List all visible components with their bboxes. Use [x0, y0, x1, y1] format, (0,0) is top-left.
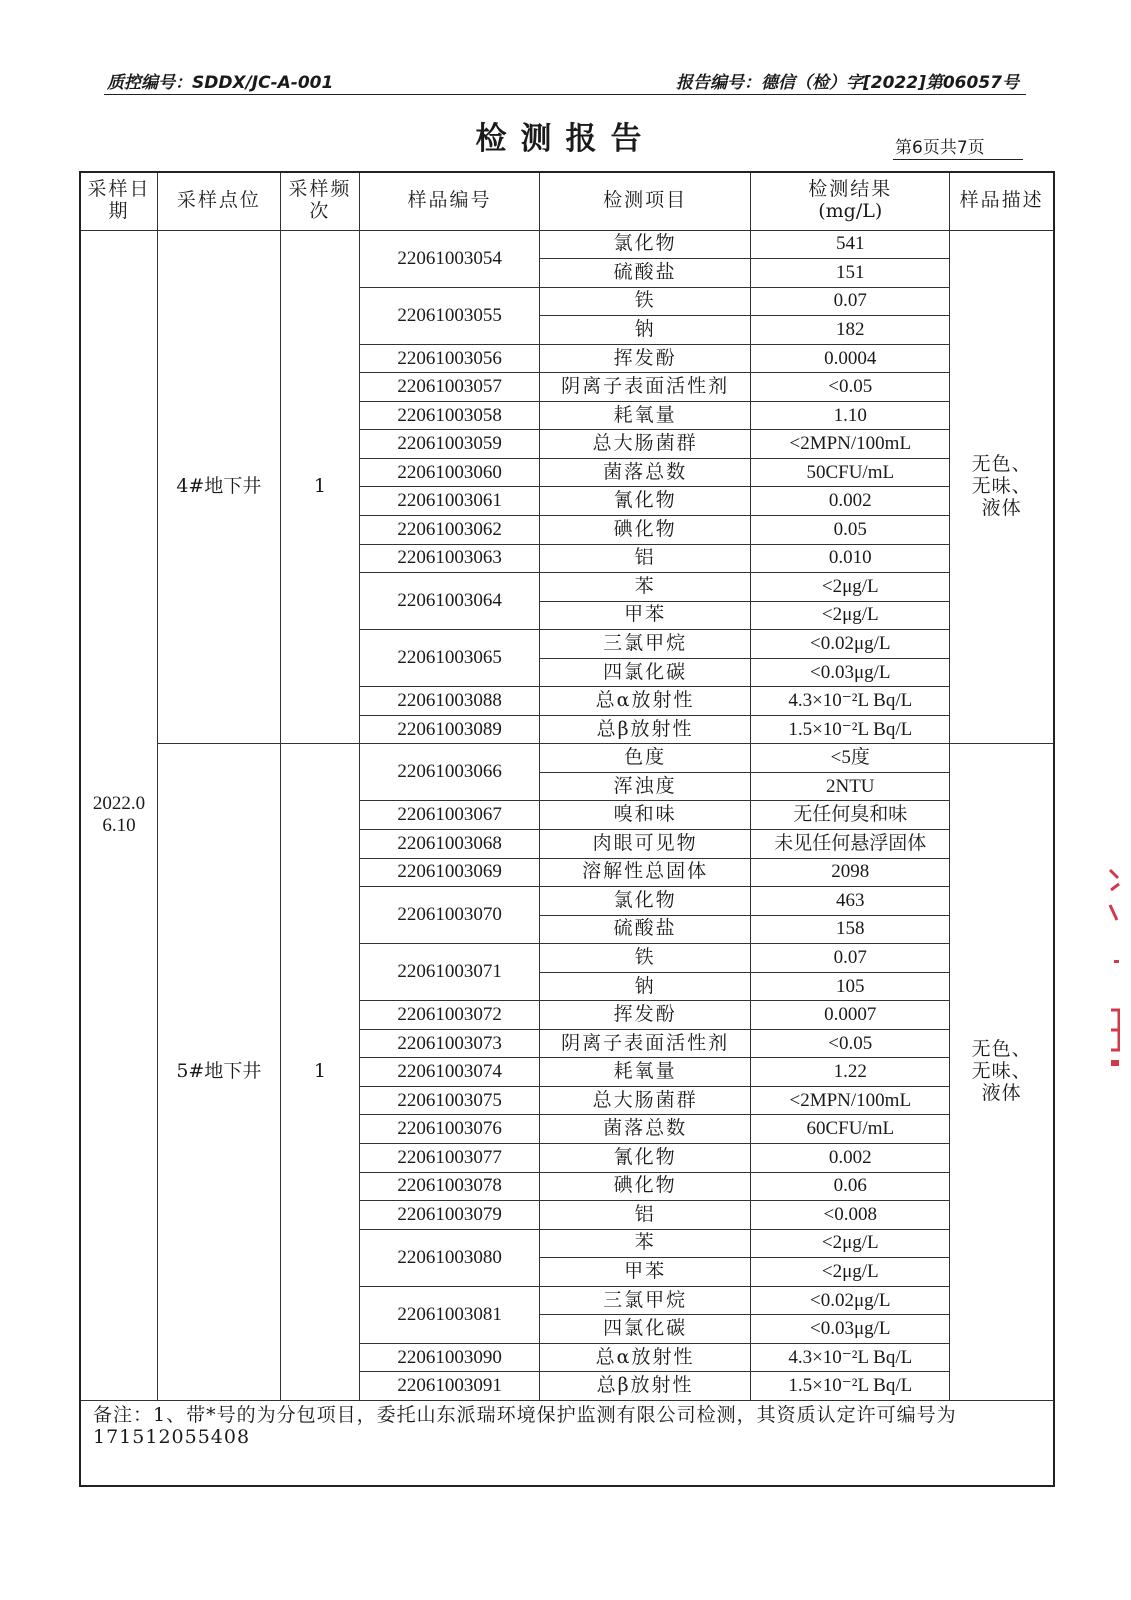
test-item: 浑浊度: [539, 772, 750, 801]
test-result: 0.002: [751, 1144, 950, 1173]
remarks-note: 备注：1、带*号的为分包项目，委托山东派瑞环境保护监测有限公司检测，其资质认定许可编号为171512055408: [80, 1400, 1054, 1486]
table-row: [80, 230, 1054, 259]
sample-number: 22061003060: [360, 458, 540, 487]
test-item: 挥发酚: [539, 344, 750, 373]
sample-number: 22061003067: [360, 801, 540, 830]
test-item: 总大肠菌群: [539, 1086, 750, 1115]
test-result: <0.02μg/L: [751, 630, 950, 659]
test-result: <0.05: [751, 373, 950, 402]
test-item: 硫酸盐: [539, 259, 750, 288]
test-result: <5度: [751, 744, 950, 773]
test-result: 1.22: [751, 1058, 950, 1087]
sample-number: 22061003072: [360, 1001, 540, 1030]
note-row: [80, 1400, 1054, 1486]
test-item: 三氯甲烷: [539, 630, 750, 659]
test-item: 氯化物: [539, 230, 750, 259]
test-result: 0.0004: [751, 344, 950, 373]
header-test-result: [751, 172, 950, 230]
sampling-frequency: 1: [280, 230, 360, 744]
sample-number: 22061003071: [360, 944, 540, 1001]
sample-number: 22061003068: [360, 829, 540, 858]
test-result: 151: [751, 259, 950, 288]
sample-number: 22061003075: [360, 1086, 540, 1115]
sample-number: 22061003077: [360, 1144, 540, 1173]
test-result: <0.03μg/L: [751, 658, 950, 687]
test-item: 总α放射性: [539, 687, 750, 716]
test-item: 铝: [539, 544, 750, 573]
test-item: 耗氧量: [539, 401, 750, 430]
test-item: 溶解性总固体: [539, 858, 750, 887]
test-result: 4.3×10⁻²L Bq/L: [751, 1343, 950, 1372]
test-item: 钠: [539, 972, 750, 1001]
test-result: 182: [751, 316, 950, 345]
sample-number: 22061003065: [360, 630, 540, 687]
sample-number: 22061003088: [360, 687, 540, 716]
test-result: 0.0007: [751, 1001, 950, 1030]
sample-number: 22061003066: [360, 744, 540, 801]
sample-number: 22061003089: [360, 715, 540, 744]
test-item: 铁: [539, 944, 750, 973]
test-item: 肉眼可见物: [539, 829, 750, 858]
sample-number: 22061003079: [360, 1201, 540, 1230]
test-item: 氯化物: [539, 887, 750, 916]
test-result: 1.5×10⁻²L Bq/L: [751, 1372, 950, 1401]
sample-number: 22061003069: [360, 858, 540, 887]
header-result-unit: (mg/L): [818, 200, 883, 223]
quality-control-number: 质控编号：SDDX/JC-A-001: [107, 73, 334, 93]
test-item: 阴离子表面活性剂: [539, 1029, 750, 1058]
sample-number: 22061003054: [360, 230, 540, 287]
test-result: <2μg/L: [751, 1258, 950, 1287]
test-result: <0.008: [751, 1201, 950, 1230]
header-sampling-point: 采样点位: [158, 172, 281, 230]
results-table: [79, 171, 1055, 1487]
test-result: 50CFU/mL: [751, 458, 950, 487]
test-result: 158: [751, 915, 950, 944]
results-table-body: [80, 230, 1054, 1400]
table-header-row: [80, 172, 1054, 230]
test-result: 0.07: [751, 944, 950, 973]
test-result: 1.10: [751, 401, 950, 430]
test-result: 1.5×10⁻²L Bq/L: [751, 715, 950, 744]
test-item: 碘化物: [539, 1172, 750, 1201]
header-sample-description: 样品描述: [950, 172, 1054, 230]
header-test-item: 检测项目: [539, 172, 750, 230]
test-item: 铁: [539, 287, 750, 316]
sample-number: 22061003061: [360, 487, 540, 516]
sampling-point: 4#地下井: [158, 230, 281, 744]
sample-number: 22061003070: [360, 887, 540, 944]
test-item: 苯: [539, 1229, 750, 1258]
table-row: [80, 744, 1054, 773]
sample-description: 无色、无味、液体: [950, 744, 1054, 1401]
test-item: 碘化物: [539, 515, 750, 544]
test-item: 铝: [539, 1201, 750, 1230]
sampling-point: 5#地下井: [158, 744, 281, 1401]
test-result: 463: [751, 887, 950, 916]
sample-number: 22061003062: [360, 515, 540, 544]
header-sample-number: 样品编号: [360, 172, 540, 230]
sample-number: 22061003056: [360, 344, 540, 373]
test-item: 嗅和味: [539, 801, 750, 830]
test-result: 2NTU: [751, 772, 950, 801]
test-result: 0.002: [751, 487, 950, 516]
test-item: 菌落总数: [539, 458, 750, 487]
test-item: 耗氧量: [539, 1058, 750, 1087]
test-result: 2098: [751, 858, 950, 887]
test-result: <2MPN/100mL: [751, 1086, 950, 1115]
header-divider: [104, 94, 1026, 95]
test-item: 四氯化碳: [539, 658, 750, 687]
test-result: <0.05: [751, 1029, 950, 1058]
test-item: 总β放射性: [539, 1372, 750, 1401]
sample-number: 22061003081: [360, 1286, 540, 1343]
header-sampling-frequency: 采样频次: [280, 172, 360, 230]
test-item: 挥发酚: [539, 1001, 750, 1030]
sample-number: 22061003076: [360, 1115, 540, 1144]
header-sampling-date: 采样日期: [80, 172, 158, 230]
header-result-label: 检测结果: [808, 178, 893, 201]
report-number: 报告编号：德信（检）字[2022]第06057号: [676, 73, 1019, 93]
test-item: 氰化物: [539, 1144, 750, 1173]
test-item: 三氯甲烷: [539, 1286, 750, 1315]
page-indicator: 第6页共7页: [895, 138, 985, 158]
test-result: 541: [751, 230, 950, 259]
sample-number: 22061003063: [360, 544, 540, 573]
test-item: 四氯化碳: [539, 1315, 750, 1344]
test-result: 4.3×10⁻²L Bq/L: [751, 687, 950, 716]
test-item: 钠: [539, 316, 750, 345]
sample-number: 22061003073: [360, 1029, 540, 1058]
test-result: <2μg/L: [751, 1229, 950, 1258]
test-item: 色度: [539, 744, 750, 773]
sampling-frequency: 1: [280, 744, 360, 1401]
sample-description: 无色、无味、液体: [950, 230, 1054, 744]
test-result: <2μg/L: [751, 573, 950, 602]
test-result: <2MPN/100mL: [751, 430, 950, 459]
document-title: 检测报告: [475, 121, 656, 157]
red-seal-stamp-fragment: [1108, 860, 1120, 1090]
test-result: <0.02μg/L: [751, 1286, 950, 1315]
test-item: 甲苯: [539, 601, 750, 630]
test-result: 105: [751, 972, 950, 1001]
test-item: 菌落总数: [539, 1115, 750, 1144]
sample-number: 22061003058: [360, 401, 540, 430]
sample-number: 22061003090: [360, 1343, 540, 1372]
sample-number: 22061003078: [360, 1172, 540, 1201]
test-item: 氰化物: [539, 487, 750, 516]
test-result: 0.05: [751, 515, 950, 544]
sampling-date: 2022.06.10: [80, 230, 158, 1400]
page-indicator-underline: [893, 159, 1023, 160]
sample-number: 22061003055: [360, 287, 540, 344]
test-result: <2μg/L: [751, 601, 950, 630]
test-item: 总大肠菌群: [539, 430, 750, 459]
sample-number: 22061003074: [360, 1058, 540, 1087]
test-result: 0.07: [751, 287, 950, 316]
test-item: 甲苯: [539, 1258, 750, 1287]
test-item: 总α放射性: [539, 1343, 750, 1372]
test-result: 未见任何悬浮固体: [751, 829, 950, 858]
sample-number: 22061003091: [360, 1372, 540, 1401]
sample-number: 22061003059: [360, 430, 540, 459]
test-result: <0.03μg/L: [751, 1315, 950, 1344]
test-item: 总β放射性: [539, 715, 750, 744]
sample-number: 22061003064: [360, 573, 540, 630]
test-result: 60CFU/mL: [751, 1115, 950, 1144]
test-result: 无任何臭和味: [751, 801, 950, 830]
sample-number: 22061003080: [360, 1229, 540, 1286]
test-item: 苯: [539, 573, 750, 602]
test-result: 0.010: [751, 544, 950, 573]
sample-number: 22061003057: [360, 373, 540, 402]
test-result: 0.06: [751, 1172, 950, 1201]
test-item: 硫酸盐: [539, 915, 750, 944]
test-item: 阴离子表面活性剂: [539, 373, 750, 402]
